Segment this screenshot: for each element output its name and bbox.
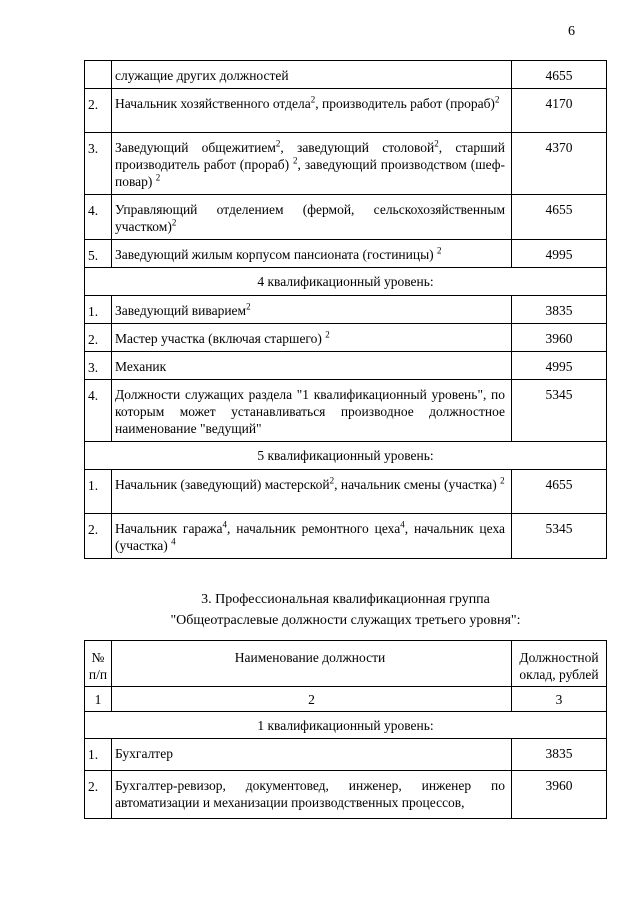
footnote-mark: 2 (434, 138, 439, 149)
footnote-mark: 2 (310, 94, 316, 105)
level-row (85, 268, 607, 296)
footnote-mark: 2 (275, 138, 281, 149)
footnote-mark: 2 (171, 217, 177, 228)
group-title-line1: 3. Профессиональная квалификационная группа (201, 592, 490, 607)
footnote-mark: 2 (494, 94, 500, 105)
row-num: 3. (85, 352, 112, 380)
row-salary: 5345 (512, 380, 607, 442)
group-title-line2: "Общеотраслевые должности служащих третьего уровня": (170, 613, 521, 628)
level-row (85, 712, 607, 739)
row-num (85, 61, 112, 89)
row-num: 1. (85, 470, 112, 514)
table-row (85, 89, 607, 133)
row-name-text: Начальник хозяйственного отдела (115, 96, 311, 111)
row-name (112, 352, 512, 380)
row-salary: 4995 (512, 352, 607, 380)
row-name-text: Начальник (заведующий) мастерской (115, 477, 330, 492)
row-salary: 4655 (512, 470, 607, 514)
row-name-text: , начальник ремонтного цеха (227, 521, 401, 536)
row-name-text: , заведующий производством (шеф-повар) (115, 157, 505, 189)
row-name: Бухгалтер (112, 739, 512, 771)
salary-table-group-2 (84, 60, 607, 559)
row-name (112, 296, 512, 324)
row-name-text: Заведующий жилым корпусом пансионата (гостиницы) (115, 247, 438, 262)
row-name (112, 89, 512, 133)
row-num: 1. (85, 296, 112, 324)
row-name (112, 380, 512, 442)
row-salary: 3835 (512, 739, 607, 771)
footnote-mark: 2 (325, 329, 330, 340)
row-salary: 5345 (512, 514, 607, 559)
table-row (85, 61, 607, 89)
table-row (85, 324, 607, 352)
group-title (84, 589, 607, 631)
row-name-text: , старший производитель работ (прораб) (115, 140, 505, 172)
header-name: Наименование должности (112, 641, 512, 687)
row-salary: 4170 (512, 89, 607, 133)
row-name-text: Заведующий виварием (115, 303, 247, 318)
footnote-mark: 2 (329, 475, 335, 486)
row-name-text: , начальник цеха (участка) (115, 521, 506, 553)
level-row (85, 442, 607, 470)
row-name-text: Механик (115, 359, 167, 374)
row-name (112, 324, 512, 352)
row-name (112, 61, 512, 89)
row-num: 2. (85, 514, 112, 559)
footnote-mark: 2 (155, 172, 161, 183)
row-name: Бухгалтер-ревизор, документовед, инженер, инженер по автоматизации и механизации производственных процессов, (112, 771, 512, 819)
row-salary: 3835 (512, 296, 607, 324)
row-salary: 4655 (512, 195, 607, 240)
row-salary: 4370 (512, 133, 607, 195)
footnote-mark: 2 (293, 155, 298, 166)
row-num: 3. (85, 133, 112, 195)
level-heading: 4 квалификационный уровень: (85, 268, 607, 296)
table-row (85, 296, 607, 324)
row-name-text: , начальник смены (участка) (334, 477, 501, 492)
table-row (85, 380, 607, 442)
row-salary: 3960 (512, 324, 607, 352)
footnote-mark: 4 (222, 519, 227, 530)
footnote-mark: 2 (246, 301, 251, 312)
header-num: № п/п (85, 641, 112, 687)
row-name (112, 240, 512, 268)
table-header-row (85, 641, 607, 687)
row-num: 2. (85, 324, 112, 352)
row-name-text: Управляющий отделением (фермой, сельскохозяйственным участком) (115, 202, 505, 234)
row-name (112, 133, 512, 195)
row-name-text: , производитель работ (прораб) (315, 96, 495, 111)
column-index-row (85, 687, 607, 712)
row-num: 4. (85, 195, 112, 240)
row-name-text: Заведующий общежитием (115, 140, 276, 155)
footnote-mark: 4 (400, 519, 405, 530)
header-salary: Должностной оклад, рублей (512, 641, 607, 687)
row-name (112, 195, 512, 240)
row-name-text: Должности служащих раздела "1 квалификационный уровень", по которым может устанавливаться производное должностное наименование "ведущий" (115, 387, 505, 436)
row-num: 1. (85, 739, 112, 771)
index-1: 1 (85, 687, 112, 712)
index-2: 2 (112, 687, 512, 712)
row-name-text: Мастер участка (включая старшего) (115, 331, 326, 346)
table-row (85, 240, 607, 268)
table-row (85, 195, 607, 240)
footnote-mark: 2 (500, 475, 505, 486)
row-name (112, 514, 512, 559)
page-number: 6 (568, 24, 575, 39)
row-name-text: Начальник гаража (115, 521, 223, 536)
table-row (85, 771, 607, 819)
row-salary: 4655 (512, 61, 607, 89)
level-heading: 5 квалификационный уровень: (85, 442, 607, 470)
row-name-text: , заведующий столовой (280, 140, 435, 155)
table-row (85, 470, 607, 514)
index-3: 3 (512, 687, 607, 712)
table-row (85, 739, 607, 771)
row-name (112, 470, 512, 514)
table-row (85, 133, 607, 195)
row-num: 4. (85, 380, 112, 442)
row-num: 2. (85, 771, 112, 819)
footnote-mark: 4 (171, 536, 176, 547)
row-num: 5. (85, 240, 112, 268)
footnote-mark: 2 (437, 245, 442, 256)
table-row (85, 352, 607, 380)
salary-table-group-3 (84, 640, 607, 819)
row-name-text: служащие других должностей (115, 68, 289, 83)
row-num: 2. (85, 89, 112, 133)
level-heading: 1 квалификационный уровень: (85, 712, 607, 739)
table-row (85, 514, 607, 559)
row-salary: 3960 (512, 771, 607, 819)
row-salary: 4995 (512, 240, 607, 268)
